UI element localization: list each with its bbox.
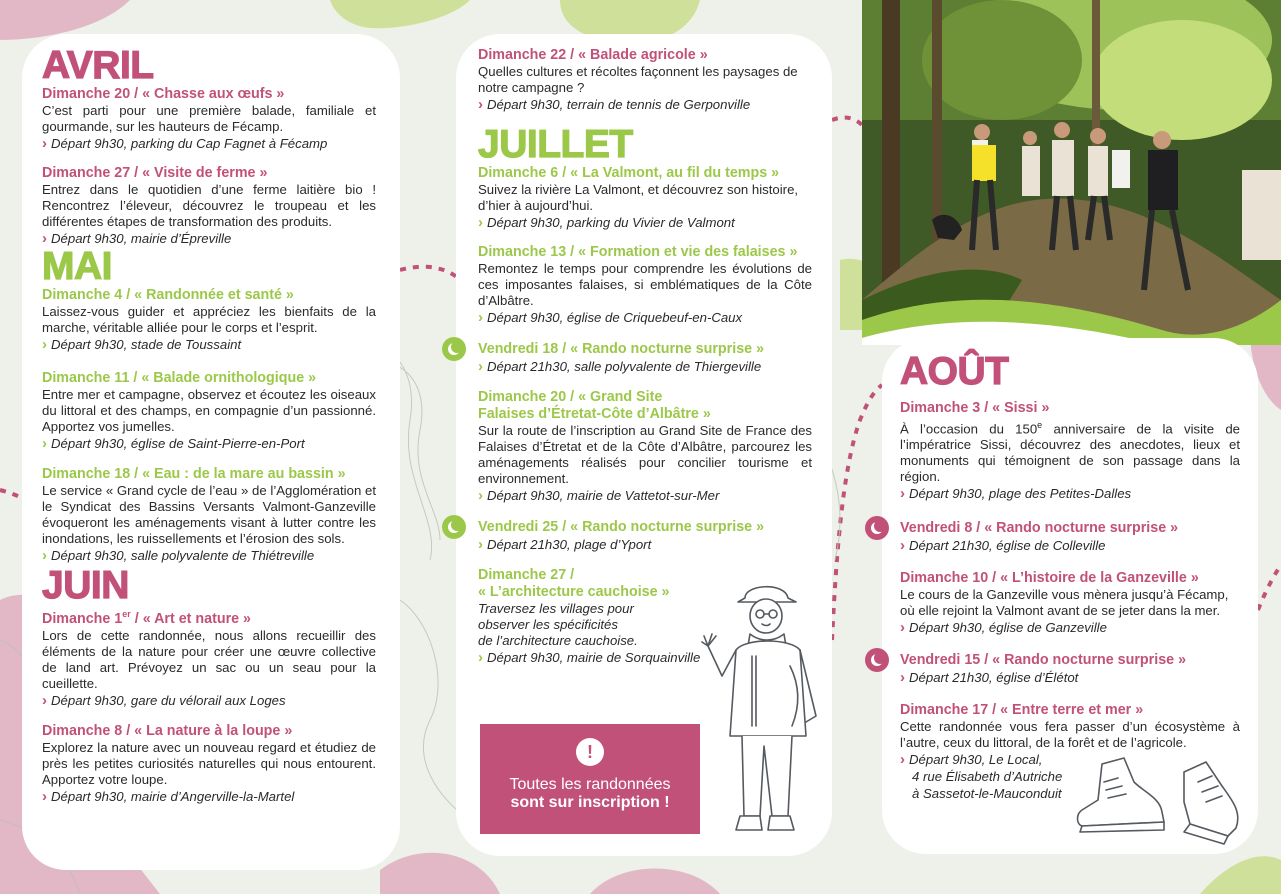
moon-icon (865, 648, 889, 672)
event-juillet-2 (478, 244, 812, 326)
event-description: Laissez-vous guider et appréciez les bienfaits de la marche, véritable alliée pour le corps et l’esprit. (42, 304, 376, 335)
event-departure: › Départ 9h30, parking du Cap Fagnet à Fécamp (42, 135, 376, 152)
event-juillet-4 (478, 389, 812, 504)
event-title: Dimanche 27 / (478, 567, 575, 583)
event-title: Dimanche 20 / « Chasse aux œufs » (42, 86, 285, 102)
event-title: Vendredi 8 / « Rando nocturne surprise » (900, 520, 1179, 537)
event-title: Dimanche 27 / « Visite de ferme » (42, 165, 268, 181)
event-juillet-3 (478, 341, 812, 375)
event-departure: › Départ 21h30, plage d’Yport (478, 536, 812, 553)
event-title: Vendredi 25 / « Rando nocturne surprise » (478, 519, 765, 535)
event-title: Dimanche 4 / « Randonnée et santé » (42, 287, 294, 303)
notice-line1: Toutes les randonnées (509, 776, 671, 793)
event-title: Dimanche 11 / « Balade ornithologique » (42, 370, 317, 386)
event-title: Vendredi 15 / « Rando nocturne surprise » (900, 652, 1187, 669)
event-departure: › Départ 9h30, mairie d’Épreville (42, 230, 376, 247)
event-aout-4 (900, 652, 1240, 686)
moon-icon (442, 515, 466, 539)
event-mai-2 (42, 370, 376, 452)
event-departure-line3: à Sassetot-le-Mauconduit (912, 786, 1062, 802)
event-description-line1: Traversez les villages pour (478, 601, 634, 616)
event-description: Le cours de la Ganzeville vous mènera jusqu’à Fécamp, où elle rejoint la Valmont avant de se jeter dans la mer. (900, 587, 1229, 619)
event-description: Entrez dans le quotidien d’une ferme laitière bio ! Rencontrez l’éleveur, découvrez le troupeau et les différentes étapes de transformation des produits. (42, 182, 376, 229)
event-departure: › Départ 9h30, mairie de Sorquainville (478, 649, 812, 666)
event-description: C’est parti pour une première balade, familiale et gourmande, sur les hauteurs de Fécamp. (42, 103, 376, 134)
event-departure: › Départ 9h30, église de Saint-Pierre-en-Port (42, 435, 376, 452)
event-title: Dimanche 1er / « Art et nature » (42, 609, 252, 627)
hiker-illustration (700, 576, 830, 844)
event-avril-2 (42, 165, 376, 247)
event-departure: › Départ 9h30, église de Criquebeuf-en-Caux (478, 309, 812, 326)
event-description: Lors de cette randonnée, nous allons recueillir des éléments de la nature pour créer une œuvre collective de land art. Prévoyez un sac ou un seau pour la cueillette. (42, 627, 376, 691)
event-aout-2 (900, 520, 1240, 554)
event-description: Cette randonnée vous fera passer d’un écosystème à l’autre, ceux du littoral, de la forêt et de l’agricole. (900, 719, 1240, 751)
month-title-juin: JUIN (42, 564, 129, 607)
event-departure: › Départ 9h30, salle polyvalente de Thiétreville (42, 547, 376, 564)
event-departure: › Départ 9h30, église de Ganzeville (900, 619, 1240, 636)
event-description: Sur la route de l’inscription au Grand Site de France des Falaises d’Étretat et de la Côte d’Albâtre, parcourez les aménagements réalisés pour concilier tourisme et environnement. (478, 423, 812, 486)
moon-icon (865, 516, 889, 540)
event-title: Dimanche 8 / « La nature à la loupe » (42, 722, 293, 739)
event-description: Entre mer et campagne, observez et écoutez les oiseaux du littoral et des champs, en compagnie d’un passionné. Apportez vos jumelles. (42, 387, 376, 434)
event-description: Explorez la nature avec un nouveau regard et étudiez de près les petites curiosités naturelles qui nous entourent. Apportez votre loupe. (42, 739, 376, 787)
event-description-line2: observer les spécificités (478, 617, 618, 632)
event-departure: › Départ 9h30, plage des Petites-Dalles (900, 485, 1240, 502)
month-title-mai: MAI (42, 245, 112, 288)
event-description: Suivez la rivière La Valmont, et découvrez son histoire, d’hier à aujourd’hui. (478, 182, 799, 213)
event-juin-3 (478, 47, 812, 113)
event-departure: › Départ 9h30, mairie de Vattetot-sur-Mer (478, 487, 812, 504)
event-title: Dimanche 10 / « L’histoire de la Ganzeville » (900, 570, 1199, 587)
event-aout-3 (900, 570, 1240, 636)
column-avril-mai-juin (22, 34, 400, 870)
event-mai-3 (42, 466, 376, 564)
month-title-avril: AVRIL (42, 44, 154, 87)
event-departure: › Départ 9h30, Le Local, (900, 751, 1240, 768)
warning-icon: ! (576, 738, 604, 766)
event-title: Vendredi 18 / « Rando nocturne surprise » (478, 341, 765, 357)
event-juin-2 (42, 723, 376, 805)
event-description: Quelles cultures et récoltes façonnent les paysages de notre campagne ? (478, 64, 798, 95)
event-title: Dimanche 22 / « Balade agricole » (478, 47, 708, 63)
event-description: Remontez le temps pour comprendre les évolutions de ces imposantes falaises, si emblématiques de la Côte d’Albâtre. (478, 261, 812, 308)
notice-line2: sont sur inscription ! (510, 794, 670, 811)
event-mai-1 (42, 287, 376, 353)
event-avril-1 (42, 86, 376, 152)
event-title: Dimanche 18 / « Eau : de la mare au bassin » (42, 466, 346, 482)
moon-icon (442, 337, 466, 361)
event-departure: › Départ 9h30, parking du Vivier de Valmont (478, 214, 812, 231)
event-juillet-1 (478, 165, 812, 231)
event-title-line2: Falaises d’Étretat-Côte d’Albâtre » (478, 406, 711, 422)
event-departure: › Départ 9h30, gare du vélorail aux Loges (42, 692, 376, 709)
event-departure-line2: 4 rue Élisabeth d’Autriche (912, 769, 1063, 785)
event-departure: › Départ 9h30, mairie d’Angerville-la-Martel (42, 788, 376, 805)
event-departure: › Départ 9h30, stade de Toussaint (42, 336, 376, 353)
event-title: Dimanche 3 / « Sissi » (900, 400, 1050, 416)
event-title: Dimanche 20 / « Grand Site (478, 389, 663, 405)
hiking-shoes-illustration (1072, 752, 1252, 848)
event-departure: › Départ 21h30, église de Colleville (900, 537, 1240, 554)
event-departure: › Départ 9h30, terrain de tennis de Gerponville (478, 96, 812, 113)
month-title-juillet: JUILLET (478, 123, 633, 166)
hikers-photo (862, 0, 1281, 345)
event-title-line2: « L’architecture cauchoise » (478, 584, 670, 600)
event-title: Dimanche 6 / « La Valmont, au fil du temps » (478, 165, 780, 181)
event-description: À l’occasion du 150e anniversaire de la visite de l’impératrice Sissi, découvrez des anecdotes, lieux et monuments qui témoignent de son passage dans la région. (900, 420, 1240, 485)
event-departure: › Départ 21h30, salle polyvalente de Thiergeville (478, 358, 812, 375)
event-departure: › Départ 21h30, église d’Élétot (900, 669, 1240, 686)
event-juillet-5 (478, 519, 812, 553)
event-aout-1 (900, 400, 1240, 502)
event-juin-1 (42, 606, 376, 709)
event-title: Dimanche 13 / « Formation et vie des falaises » (478, 244, 798, 260)
event-title: Dimanche 17 / « Entre terre et mer » (900, 702, 1144, 719)
month-title-aout: AOÛT (900, 350, 1009, 393)
registration-notice (480, 724, 700, 834)
event-description-line3: de l’architecture cauchoise. (478, 633, 638, 648)
event-description: Le service « Grand cycle de l’eau » de l’Agglomération et le Syndicat des Bassins Versants Valmont-Ganzeville évoqueront les aménagements visant à lutter contre les inondations, les ruissellements et l’érosion des sols. (42, 483, 376, 546)
